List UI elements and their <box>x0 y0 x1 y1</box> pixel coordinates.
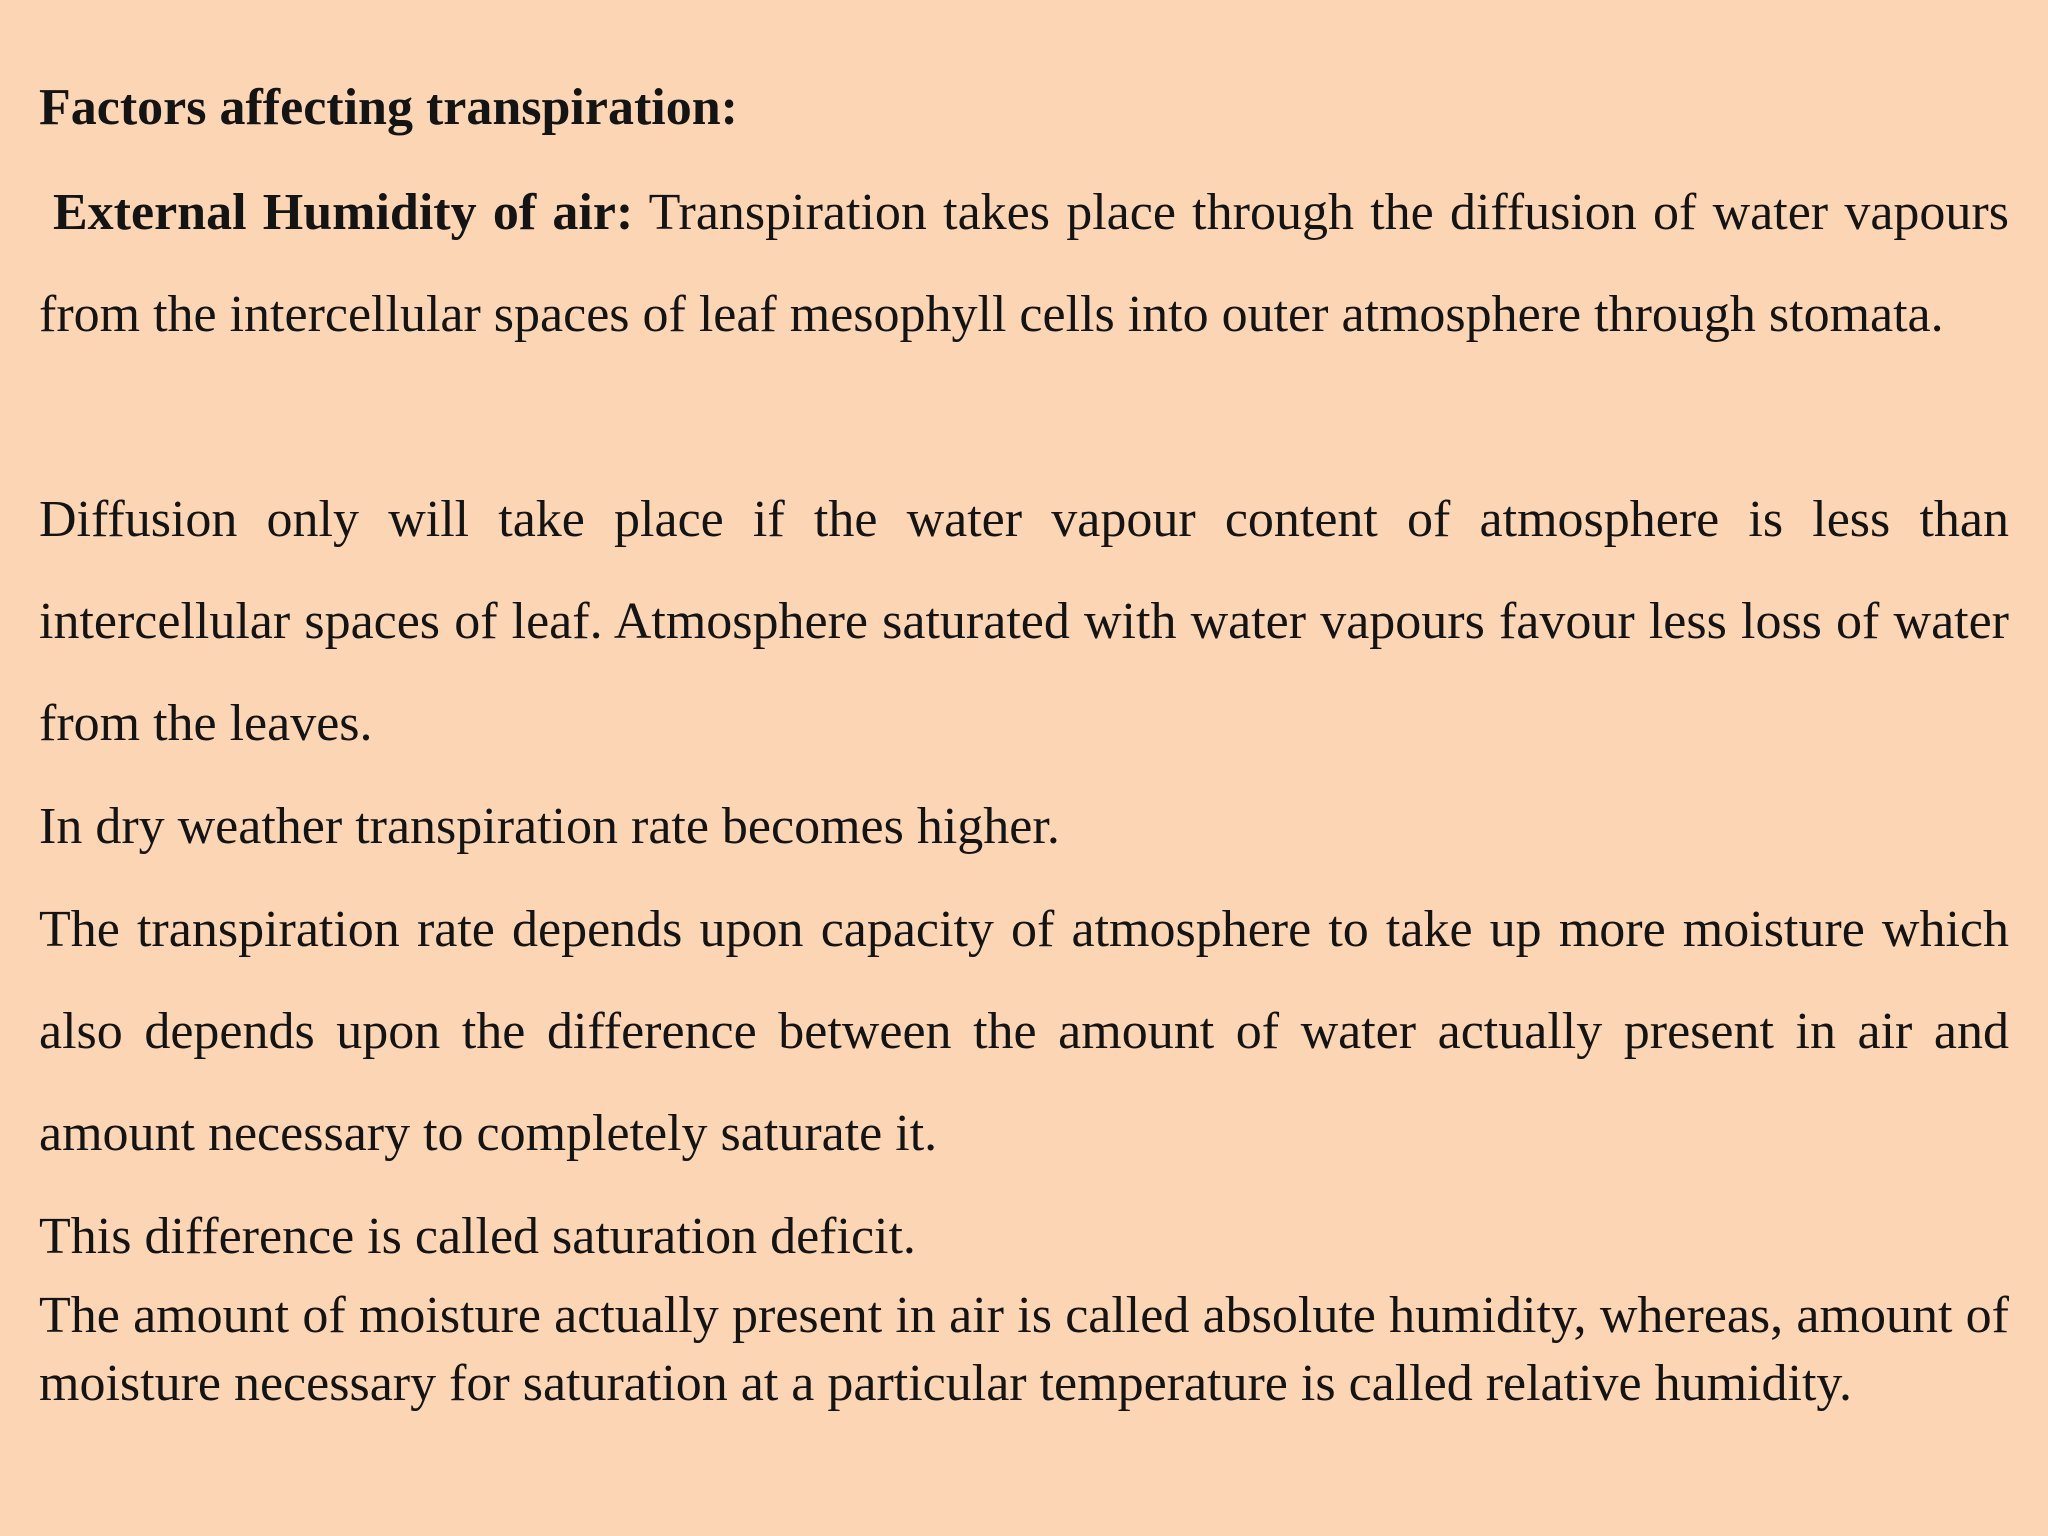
paragraph-external-humidity <box>39 162 2009 366</box>
slide-content <box>39 0 2009 1536</box>
paragraph-lead-label: External Humidity of air: <box>53 184 634 241</box>
paragraph-body: Transpiration takes place through the diffusion of water vapours from the intercellular spaces of leaf mesophyll cells into outer atmosphere through stomata. <box>39 184 2009 343</box>
paragraph-dry-weather: In dry weather transpiration rate becomes higher. <box>39 798 1060 855</box>
paragraph-transpiration-rate: The transpiration rate depends upon capacity of atmosphere to take up more moisture which also depends upon the difference between the amount of water actually present in air and amount necessary to completely saturate it. <box>39 901 2009 1162</box>
paragraph-saturation-deficit: This difference is called saturation deficit. <box>39 1208 916 1265</box>
paragraph-humidity-definitions: The amount of moisture actually present in air is called absolute humidity, whereas, amount of moisture necessary for saturation at a particular temperature is called relative humidity. <box>39 1287 2009 1412</box>
slide-heading: Factors affecting transpiration: <box>39 79 738 136</box>
paragraph-diffusion: Diffusion only will take place if the water vapour content of atmosphere is less than intercellular spaces of leaf. Atmosphere saturated with water vapours favour less loss of water from the leaves. <box>39 491 2009 752</box>
